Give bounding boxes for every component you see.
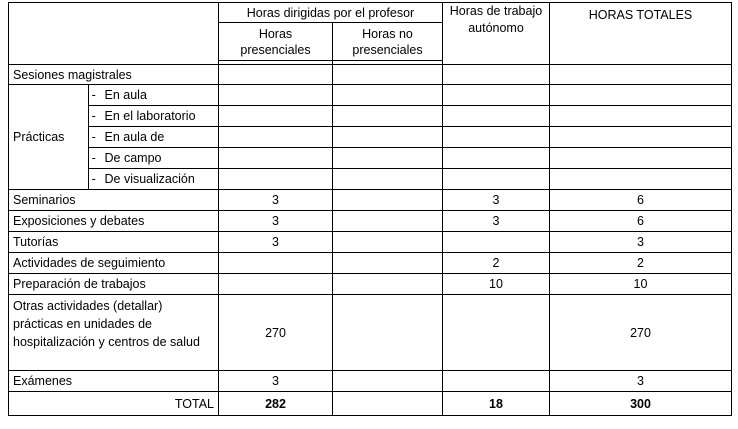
cell-presenciales: 270	[219, 295, 333, 371]
row-label: Exposiciones y debates	[9, 211, 219, 232]
cell-no-presenciales	[333, 127, 443, 148]
cell-no-presenciales	[333, 148, 443, 169]
header-autonomo: Horas de trabajo autónomo	[443, 3, 550, 65]
table-row	[9, 106, 732, 127]
cell-totales	[550, 148, 732, 169]
practicas-item: De visualización	[99, 169, 219, 190]
cell-no-presenciales	[333, 274, 443, 295]
table-row	[9, 274, 732, 295]
cell-autonomo	[443, 232, 550, 253]
table-row	[9, 127, 732, 148]
cell-totales	[550, 65, 732, 85]
practicas-label: Prácticas	[9, 85, 89, 190]
header-totales: HORAS TOTALES	[550, 3, 732, 65]
row-label: Otras actividades (detallar) prácticas en unidades de hospitalización y centros de salud	[9, 295, 219, 371]
cell-no-presenciales	[333, 190, 443, 211]
cell-presenciales	[219, 274, 333, 295]
cell-autonomo	[443, 85, 550, 106]
cell-no-presenciales	[333, 211, 443, 232]
cell-autonomo	[443, 127, 550, 148]
cell-autonomo	[443, 65, 550, 85]
cell-autonomo	[443, 106, 550, 127]
practicas-item: En aula	[99, 85, 219, 106]
cell-totales: 3	[550, 371, 732, 392]
cell-presenciales: 3	[219, 211, 333, 232]
dash-marker: -	[89, 85, 99, 106]
row-label: Sesiones magistrales	[9, 65, 219, 85]
cell-no-presenciales	[333, 295, 443, 371]
table-row	[9, 211, 732, 232]
row-label: Actividades de seguimiento	[9, 253, 219, 274]
dash-marker: -	[89, 148, 99, 169]
table-row	[9, 371, 732, 392]
row-label: Tutorías	[9, 232, 219, 253]
cell-totales	[550, 127, 732, 148]
cell-no-presenciales	[333, 253, 443, 274]
header-presenciales: Horas presenciales	[219, 23, 333, 61]
cell-presenciales	[219, 106, 333, 127]
cell-no-presenciales	[333, 232, 443, 253]
cell-totales	[550, 169, 732, 190]
table-row	[9, 190, 732, 211]
header-no-presenciales: Horas no presenciales	[333, 23, 443, 61]
table-row	[9, 85, 732, 106]
cell-no-presenciales	[333, 85, 443, 106]
table-row	[9, 148, 732, 169]
cell-no-presenciales	[333, 169, 443, 190]
cell-presenciales	[219, 148, 333, 169]
cell-presenciales: 3	[219, 232, 333, 253]
cell-no-presenciales	[333, 65, 443, 85]
cell-totales	[550, 106, 732, 127]
cell-presenciales: 3	[219, 190, 333, 211]
cell-presenciales	[219, 127, 333, 148]
row-label: Seminarios	[9, 190, 219, 211]
total-no-presenciales	[333, 392, 443, 416]
dash-marker: -	[89, 169, 99, 190]
table-row	[9, 295, 732, 371]
cell-autonomo: 3	[443, 211, 550, 232]
header-empty-cell	[9, 3, 219, 65]
dash-marker: -	[89, 106, 99, 127]
cell-autonomo	[443, 295, 550, 371]
total-totales: 300	[550, 392, 732, 416]
cell-autonomo: 3	[443, 190, 550, 211]
header-group: Horas dirigidas por el profesor	[219, 3, 443, 23]
cell-autonomo	[443, 169, 550, 190]
total-autonomo: 18	[443, 392, 550, 416]
total-row	[9, 392, 732, 416]
cell-autonomo	[443, 148, 550, 169]
cell-autonomo: 2	[443, 253, 550, 274]
cell-presenciales	[219, 65, 333, 85]
cell-totales: 2	[550, 253, 732, 274]
cell-presenciales	[219, 169, 333, 190]
cell-no-presenciales	[333, 371, 443, 392]
total-presenciales: 282	[219, 392, 333, 416]
hours-table	[8, 2, 732, 416]
cell-totales: 3	[550, 232, 732, 253]
cell-totales: 6	[550, 190, 732, 211]
cell-autonomo: 10	[443, 274, 550, 295]
table-row	[9, 65, 732, 85]
cell-totales: 6	[550, 211, 732, 232]
practicas-item: En aula de	[99, 127, 219, 148]
table-row	[9, 253, 732, 274]
cell-presenciales: 3	[219, 371, 333, 392]
cell-presenciales	[219, 253, 333, 274]
practicas-item: De campo	[99, 148, 219, 169]
cell-presenciales	[219, 85, 333, 106]
row-label: Preparación de trabajos	[9, 274, 219, 295]
row-label: Exámenes	[9, 371, 219, 392]
total-label: TOTAL	[9, 392, 219, 416]
table-row	[9, 232, 732, 253]
cell-totales: 10	[550, 274, 732, 295]
cell-totales	[550, 85, 732, 106]
cell-no-presenciales	[333, 106, 443, 127]
cell-totales: 270	[550, 295, 732, 371]
dash-marker: -	[89, 127, 99, 148]
practicas-item: En el laboratorio	[99, 106, 219, 127]
table-row	[9, 169, 732, 190]
cell-autonomo	[443, 371, 550, 392]
